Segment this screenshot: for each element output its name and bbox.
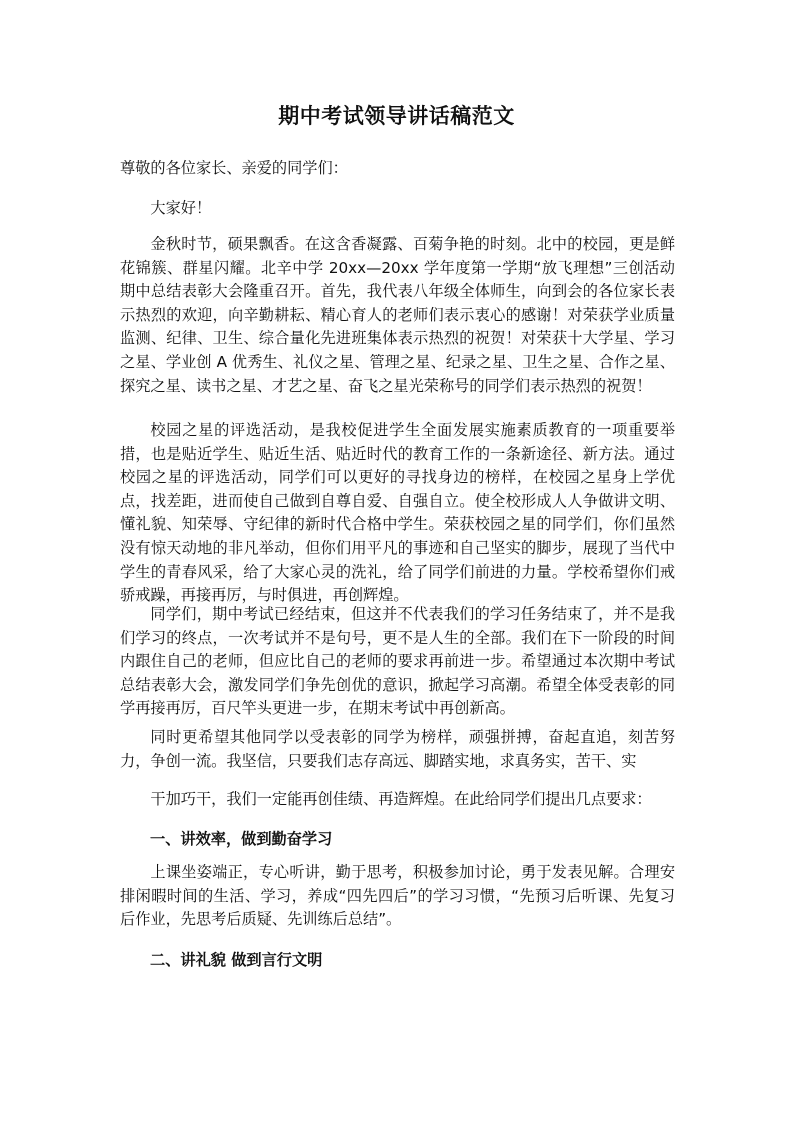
paragraph-2: 校园之星的评选活动，是我校促进学生全面发展实施素质教育的一项重要举措，也是贴近学生、贴近生活、贴近时代的教育工作的一条新途径、新方法。通过校园之星的评选活动，同学们可以更好的寻找身边的榜样，在校园之星身上学优点，找差距，进而使自己做到自尊自爱、自强自立。使全校形成人人争做讲文明、懂礼貌、知荣辱、守纪律的新时代合格中学生。荣获校园之星的同学们，你们虽然没有惊天动地的非凡举动，但你们用平凡的事迹和自己坚实的脚步，展现了当代中学生的青春风采，给了大家心灵的洗礼，给了同学们前进的力量。学校希望你们戒骄戒躁，再接再厉，与时俱进，再创辉煌。	[120, 421, 675, 605]
heading-1: 一、讲效率，做到勤奋学习	[150, 830, 333, 848]
paragraph-6: 上课坐姿端正，专心听讲，勤于思考，积极参加讨论，勇于发表见解。合理安排闲暇时间的生活、学习，养成“四先四后”的学习习惯，“先预习后听课、先复习后作业，先思考后质疑、先训练后总结”。	[120, 863, 675, 929]
paragraph-4: 同时更希望其他同学以受表彰的同学为榜样，顽强拼搏，奋起直追，刻苦努力，争创一流。我坚信，只要我们志存高远、脚踏实地，求真务实，苦干、实	[120, 728, 675, 770]
paragraph-5: 干加巧干，我们一定能再创佳绩、再造辉煌。在此给同学们提出几点要求：	[150, 790, 652, 808]
page-title: 期中考试领导讲话稿范文	[278, 104, 515, 128]
paragraph-3: 同学们，期中考试已经结束，但这并不代表我们的学习任务结束了，并不是我们学习的终点，一次考试并不是句号，更不是人生的全部。我们在下一阶段的时间内跟住自己的老师，但应比自己的老师的要求再前进一步。希望通过本次期中考试总结表彰大会，激发同学们争先创优的意识，掀起学习高潮。希望全体受表彰的同学再接再厉，百尺竿头更进一步，在期末考试中再创新高。	[120, 605, 675, 718]
greeting: 大家好！	[150, 199, 212, 217]
paragraph-1: 金秋时节，硕果飘香。在这含香凝露、百菊争艳的时刻。北中的校园，更是鲜花锦簇、群星闪耀。北辛中学 20xx—20xx 学年度第一学期“放飞理想”三创活动期中总结表彰大会隆重召开。首先，我代表八年级全体师生，向到会的各位家长表示热烈的欢迎，向辛勤耕耘、精心育人的老师们表示衷心的感谢！对荣获学业质量监测、纪律、卫生、综合量化先进班集体表示热烈的祝贺！对荣获十大学星、学习之星、学业创 A 优秀生、礼仪之星、管理之星、纪录之星、卫生之星、合作之星、探究之星、读书之星、才艺之星、奋飞之星光荣称号的同学们表示热烈的祝贺！	[120, 235, 675, 395]
heading-2: 二、讲礼貌 做到言行文明	[150, 951, 323, 969]
salutation: 尊敬的各位家长、亲爱的同学们：	[120, 159, 348, 177]
